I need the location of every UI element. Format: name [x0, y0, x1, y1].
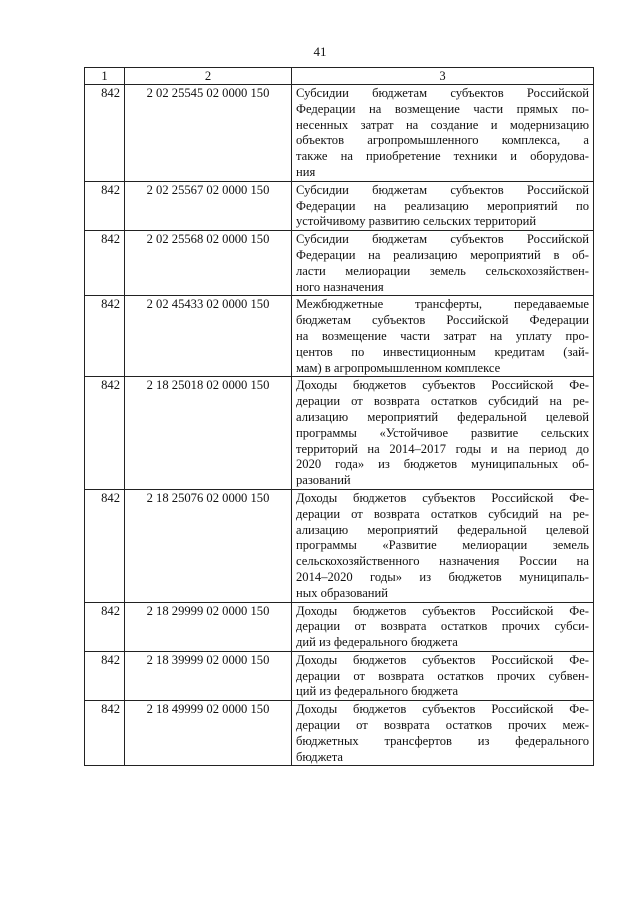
description-line: ций из федерального бюджета — [296, 684, 459, 699]
description-line: ных образований — [296, 585, 389, 600]
income-code-cell: 2 02 25567 02 0000 150 — [125, 181, 292, 230]
description-line: бюджетных трансфертов из федерального — [296, 733, 589, 748]
admin-code-cell: 842 — [85, 181, 125, 230]
description-line: ного назначения — [296, 279, 384, 294]
description-line: также на приобретение техники и оборудова- — [296, 149, 589, 164]
income-codes-table — [84, 67, 594, 766]
description-line: дерации от возврата остатков прочих меж- — [296, 718, 589, 733]
description-line: Субсидии бюджетам субъектов Российской — [296, 86, 589, 100]
admin-code-cell: 842 — [85, 85, 125, 182]
description-line: несенных затрат на создание и модернизацию — [296, 117, 589, 132]
description-line: ализацию мероприятий федеральной целевой — [296, 409, 589, 424]
income-code-cell: 2 18 25018 02 0000 150 — [125, 377, 292, 490]
description-line: дерации от возврата остатков субсидий на ре- — [296, 506, 589, 521]
admin-code-cell: 842 — [85, 231, 125, 296]
description-line: 2020 года» из бюджетов муниципальных об- — [296, 457, 589, 472]
admin-code-cell: 842 — [85, 296, 125, 377]
description-line: мам) в агропромышленном комплексе — [296, 360, 501, 375]
table-row — [85, 231, 594, 296]
admin-code-cell: 842 — [85, 489, 125, 602]
description-line: Доходы бюджетов субъектов Российской Фе- — [296, 652, 589, 667]
description-line: на возмещение части затрат на уплату про- — [296, 328, 589, 343]
table-row — [85, 651, 594, 700]
description-line: дий из федерального бюджета — [296, 635, 458, 650]
description-cell — [292, 602, 594, 651]
description-line: Федерации на реализацию мероприятий по — [296, 198, 589, 213]
income-code-cell: 2 02 45433 02 0000 150 — [125, 296, 292, 377]
admin-code-cell: 842 — [85, 602, 125, 651]
table-row — [85, 377, 594, 490]
table-row — [85, 85, 594, 182]
header-col-2: 2 — [125, 68, 292, 85]
table-row — [85, 181, 594, 230]
description-line: ния — [296, 164, 316, 179]
description-line: Доходы бюджетов субъектов Российской Фе- — [296, 702, 589, 717]
income-code-cell: 2 18 29999 02 0000 150 — [125, 602, 292, 651]
description-line: устойчивому развитию сельских территорий — [296, 214, 537, 229]
description-line: Межбюджетные трансферты, передаваемые — [296, 297, 589, 312]
description-cell — [292, 231, 594, 296]
income-code-cell: 2 18 39999 02 0000 150 — [125, 651, 292, 700]
description-cell — [292, 651, 594, 700]
admin-code-cell: 842 — [85, 651, 125, 700]
description-cell — [292, 377, 594, 490]
table-header — [85, 68, 594, 85]
table-row — [85, 701, 594, 766]
header-row — [85, 68, 594, 85]
description-line: Доходы бюджетов субъектов Российской Фе- — [296, 378, 589, 393]
description-line: разований — [296, 473, 351, 488]
description-line: Федерации на возмещение части прямых по- — [296, 101, 589, 116]
description-line: центов по инвестиционным кредитам (зай- — [296, 344, 589, 359]
description-line: Субсидии бюджетам субъектов Российской — [296, 232, 589, 247]
admin-code-cell: 842 — [85, 701, 125, 766]
description-line: бюджетам субъектов Российской Федерации — [296, 313, 589, 328]
description-line: программы «Устойчивое развитие сельских — [296, 425, 589, 440]
admin-code-cell: 842 — [85, 377, 125, 490]
description-line: дерации от возврата остатков прочих субси- — [296, 619, 589, 634]
description-line: территорий на 2014–2017 годы и на период до — [296, 441, 589, 456]
income-code-cell: 2 18 49999 02 0000 150 — [125, 701, 292, 766]
header-col-1: 1 — [85, 68, 125, 85]
description-line: Доходы бюджетов субъектов Российской Фе- — [296, 603, 589, 618]
description-line: Доходы бюджетов субъектов Российской Фе- — [296, 490, 589, 505]
description-line: дерации от возврата остатков прочих субвен- — [296, 668, 589, 683]
description-line: Субсидии бюджетам субъектов Российской — [296, 182, 589, 197]
description-line: дерации от возврата остатков субсидий на ре- — [296, 394, 589, 409]
header-col-3: 3 — [292, 68, 594, 85]
description-line: 2014–2020 годы» из бюджетов муниципаль- — [296, 569, 589, 584]
description-cell — [292, 181, 594, 230]
description-line: ласти мелиорации земель сельскохозяйствен- — [296, 263, 589, 278]
income-code-cell: 2 18 25076 02 0000 150 — [125, 489, 292, 602]
description-line: бюджета — [296, 749, 343, 764]
description-line: программы «Развитие мелиорации земель — [296, 538, 589, 553]
description-line: объектов агропромышленного комплекса, а — [296, 133, 589, 148]
description-line: Федерации на реализацию мероприятий в об- — [296, 247, 589, 262]
description-cell — [292, 296, 594, 377]
page-number: 41 — [313, 44, 327, 59]
description-line: сельскохозяйственного назначения России на — [296, 554, 589, 569]
description-line: ализацию мероприятий федеральной целевой — [296, 522, 589, 537]
table-body — [85, 85, 594, 766]
description-cell — [292, 701, 594, 766]
description-cell — [292, 85, 594, 182]
table-row — [85, 489, 594, 602]
income-code-cell: 2 02 25568 02 0000 150 — [125, 231, 292, 296]
table-row — [85, 296, 594, 377]
income-code-cell: 2 02 25545 02 0000 150 — [125, 85, 292, 182]
description-cell — [292, 489, 594, 602]
table-row — [85, 602, 594, 651]
